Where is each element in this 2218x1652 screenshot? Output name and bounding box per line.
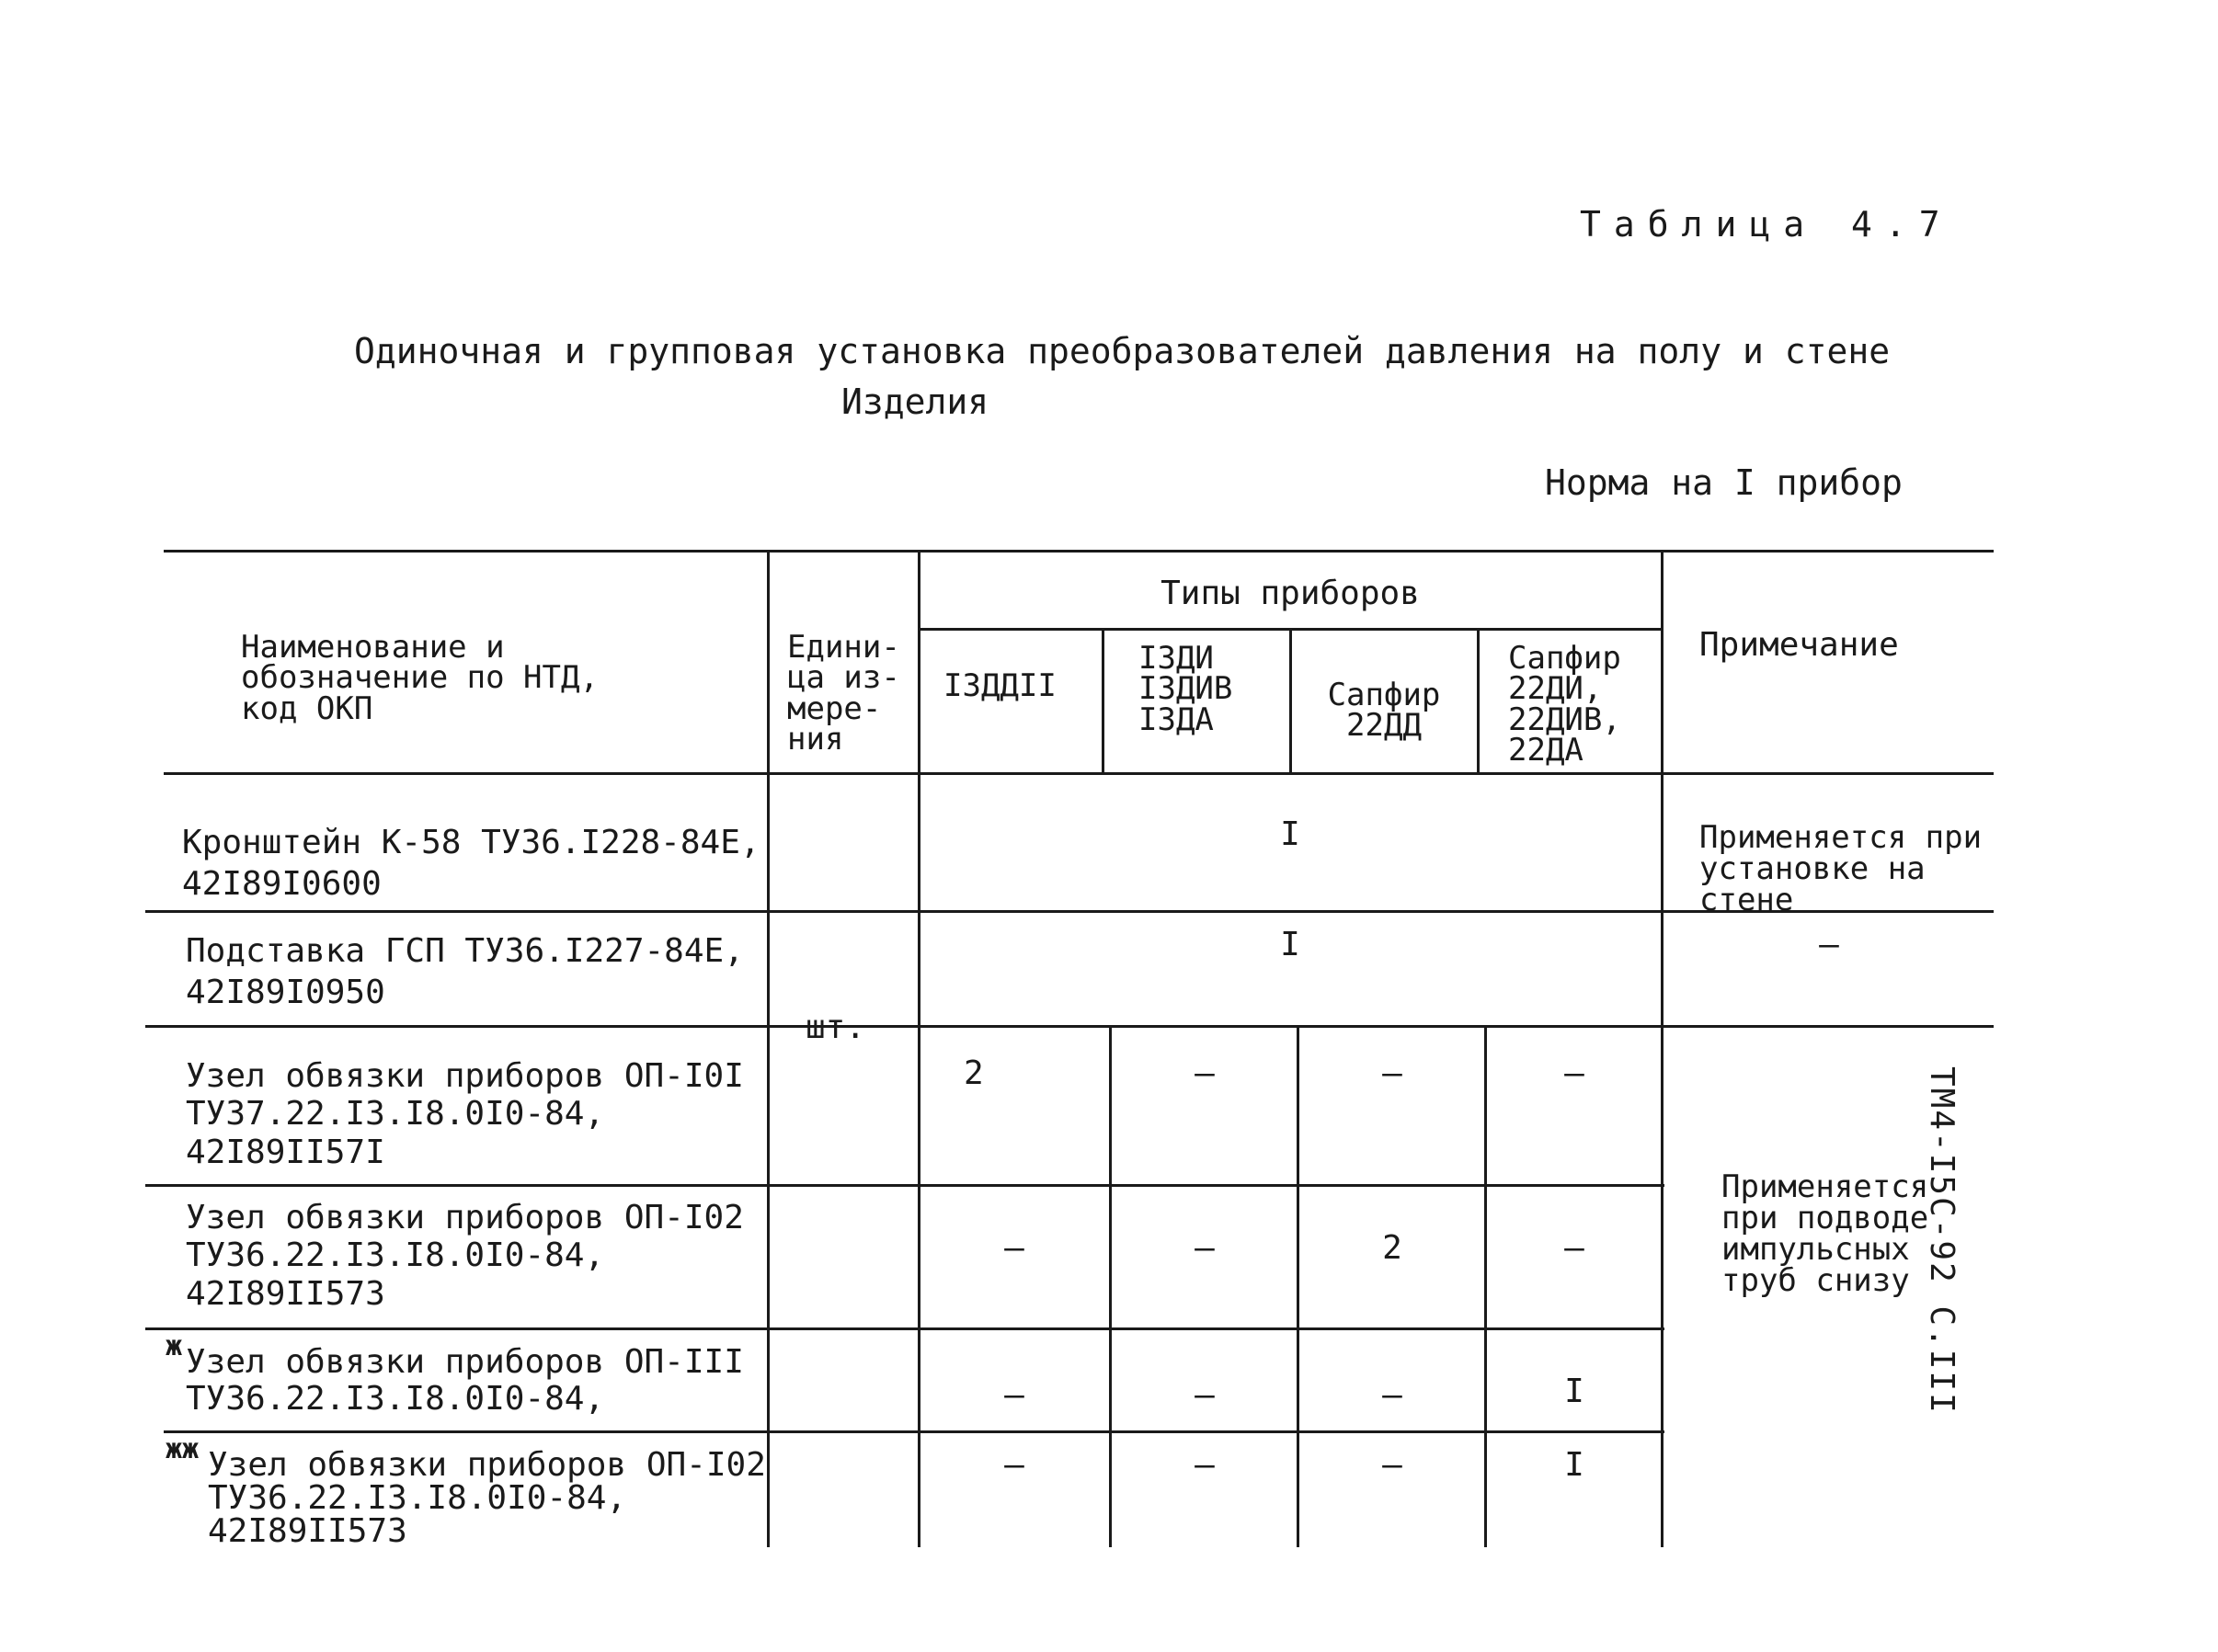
header-types-group: Типы приборов bbox=[1160, 575, 1420, 612]
rule-top bbox=[164, 550, 1994, 553]
rule-col-note bbox=[1661, 550, 1664, 1547]
rule-row3 bbox=[145, 1184, 1664, 1187]
row4-name: Узел обвязки приборов ОП-I02 ТУ36.22.I3.I8.0I0-84, 42I89II573 bbox=[186, 1199, 744, 1313]
row4-value-1: – bbox=[1004, 1229, 1024, 1267]
row2-name: Подставка ГСП ТУ36.I227-84Е, 42I89I0950 bbox=[186, 932, 744, 1011]
header-type-1: I3ДДII bbox=[943, 667, 1057, 704]
row6-value-4: I bbox=[1564, 1446, 1584, 1484]
row1-note: Применяется при установке на стене bbox=[1699, 819, 1983, 918]
row3-value-1: 2 bbox=[964, 1054, 984, 1092]
unit-value: шт. bbox=[806, 1008, 866, 1046]
table-number-label: Таблица 4.7 bbox=[1580, 204, 1953, 245]
row6-name: Узел обвязки приборов ОП-I02 ТУ36.22.I3.I8.0I0-84, 42I89II573 bbox=[208, 1446, 766, 1550]
table-subtitle: Изделия bbox=[841, 382, 989, 422]
row1-name: Кронштейн К-58 ТУ36.I228-84Е, 42I89I0600 bbox=[182, 824, 760, 903]
row5-value-1: – bbox=[1004, 1376, 1024, 1414]
rule-row4 bbox=[145, 1327, 1664, 1330]
rule-row5 bbox=[164, 1430, 1664, 1433]
row6-footnote-marker: жж bbox=[166, 1433, 200, 1465]
header-type-2: I3ДИ I3ДИВ I3ДА bbox=[1138, 640, 1233, 738]
group-note: Применяется при подводе импульсных труб снизу bbox=[1721, 1168, 1929, 1299]
row2-merged-value: I bbox=[1280, 926, 1300, 963]
header-type-3: Сапфир 22ДД bbox=[1327, 677, 1441, 745]
row3-value-4: – bbox=[1564, 1054, 1584, 1092]
row2-note: – bbox=[1819, 926, 1839, 963]
row3-value-3: – bbox=[1382, 1054, 1402, 1092]
rule-row1 bbox=[145, 910, 1664, 913]
rule-row2 bbox=[145, 1025, 1994, 1028]
row3-name: Узел обвязки приборов ОП-I0I ТУ37.22.I3.I8.0I0-84, 42I89II57I bbox=[186, 1057, 744, 1171]
row1-merged-value: I bbox=[1280, 815, 1300, 853]
row5-footnote-marker: ж bbox=[166, 1330, 183, 1362]
norm-note: Норма на I прибор bbox=[1545, 462, 1903, 503]
rule-header-bottom bbox=[164, 772, 1994, 775]
row6-value-2: – bbox=[1195, 1446, 1215, 1484]
row4-value-2: – bbox=[1195, 1229, 1215, 1267]
row3-value-2: – bbox=[1195, 1054, 1215, 1092]
row5-name: Узел обвязки приборов ОП-III ТУ36.22.I3.I8.0I0-84, bbox=[186, 1343, 744, 1418]
header-type-4: Сапфир 22ДИ, 22ДИВ, 22ДА bbox=[1508, 640, 1621, 769]
row4-value-3: 2 bbox=[1382, 1229, 1402, 1267]
row5-value-2: – bbox=[1195, 1376, 1215, 1414]
header-unit: Едини- ца из- мере- ния bbox=[787, 629, 900, 758]
row6-value-3: – bbox=[1382, 1446, 1402, 1484]
table-title: Одиночная и групповая установка преобразователей давления на полу и стене bbox=[354, 331, 1891, 371]
rule-body-col-1 bbox=[1109, 1025, 1112, 1547]
row5-value-3: – bbox=[1382, 1376, 1402, 1414]
row4-value-4: – bbox=[1564, 1229, 1584, 1267]
header-note: Примечание bbox=[1699, 626, 1899, 664]
row6-value-1: – bbox=[1004, 1446, 1024, 1484]
rule-header-col-3 bbox=[1477, 628, 1480, 772]
row5-value-4: I bbox=[1564, 1373, 1584, 1410]
header-name: Наименование и обозначение по НТД, код ОКП bbox=[241, 629, 599, 727]
rule-col-unit-left bbox=[767, 550, 770, 1547]
rule-body-col-3 bbox=[1484, 1025, 1487, 1547]
rule-header-col-1 bbox=[1102, 628, 1104, 772]
rule-body-col-2 bbox=[1297, 1025, 1299, 1547]
document-side-code: ТМ4-I5С-92 С.III bbox=[1923, 1066, 1961, 1415]
